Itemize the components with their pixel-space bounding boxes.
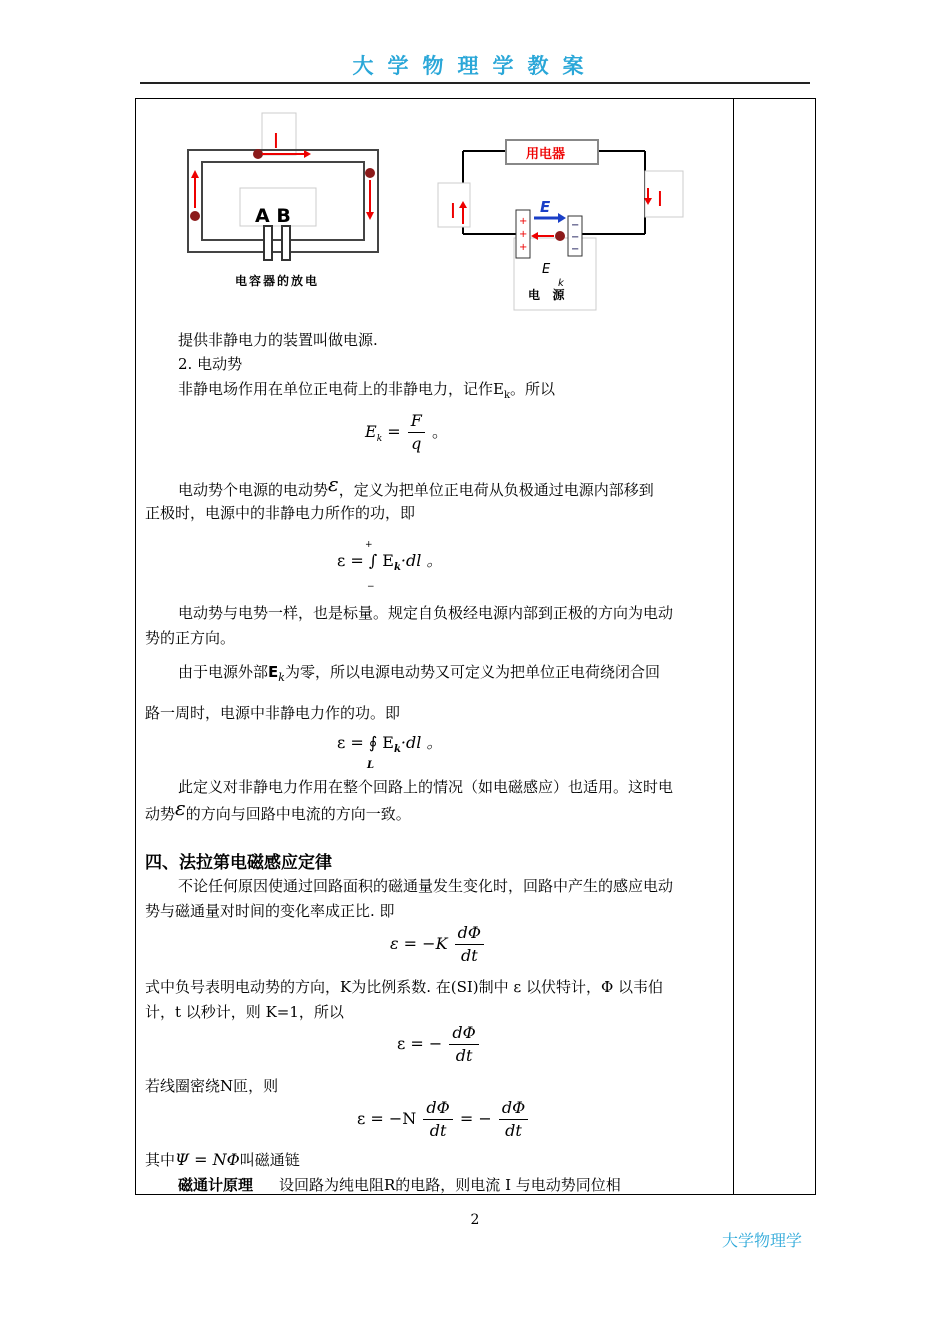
equation-faraday-k	[390, 922, 486, 967]
eq4-den: dt	[460, 946, 478, 965]
eq5-den: dt	[455, 1046, 473, 1065]
para-emf-scalar: 电动势与电势一样，也是标量。规定自负极经电源内部到正极的方向为电动	[178, 604, 674, 622]
p8-b: 为零，所以电源电动势又可定义为把单位正电荷绕闭合回	[284, 663, 660, 681]
fluxmeter-label: 磁通计原理	[178, 1176, 254, 1194]
p17-math: Ψ = NΦ	[175, 1150, 240, 1169]
eq2-lower-limit: −	[367, 582, 375, 592]
p8-e: E	[268, 663, 279, 681]
equation-faraday-si	[397, 1022, 481, 1067]
p8-a: 由于电源外部	[178, 663, 269, 681]
eq5-lhs: ε = −	[397, 1034, 443, 1053]
footer-text: 大学物理学	[722, 1231, 803, 1250]
para-loop-applicable: 此定义对非静电力作用在整个回路上的情况（如电磁感应）也适用。这时电	[178, 778, 674, 796]
para-emf-definition	[178, 472, 654, 500]
para-external-ek	[178, 662, 660, 688]
header-rule	[140, 82, 810, 84]
fig2-current-left: I	[450, 199, 456, 223]
fig2-device-label: 用电器	[526, 147, 566, 162]
para-emf-heading: 2. 电动势	[178, 355, 243, 373]
para-faraday-law: 不论任何原因使通过回路面积的磁通量发生变化时，回路中产生的感应电动	[178, 877, 674, 895]
p11-a: 动势	[145, 805, 176, 823]
eq2-text: ε = ∫ E	[337, 551, 394, 570]
fig2-field-label: E	[540, 198, 551, 216]
epsilon-symbol-2: ε	[175, 796, 186, 820]
eq1-end: 。	[431, 422, 448, 441]
para-faraday-law-cont: 势与磁通量对时间的变化率成正比. 即	[145, 902, 395, 920]
fig1-plate-label: A B	[255, 205, 291, 227]
equation-emf-loop	[337, 730, 443, 771]
para-sign-meaning-cont: 计，t 以秒计，则 K=1，所以	[145, 1003, 344, 1021]
equation-ek: $E_k$ = $\frac{F}{q}$ 。	[365, 411, 448, 453]
eq6-num1: dΦ	[423, 1097, 452, 1120]
p8-sub: k	[278, 671, 285, 684]
eq3-sub: k	[393, 744, 401, 756]
para-fluxmeter	[178, 1175, 621, 1195]
p11-b: 的方向与回路中电流的方向一致。	[185, 805, 411, 823]
eq3-rest: ·dl 。	[400, 733, 443, 752]
fig1-current-label: I	[273, 129, 279, 153]
p3-sub: k	[503, 390, 511, 401]
minus-sign-1: −	[571, 220, 580, 231]
p4-b: ，定义为把单位正电荷从负极通过电源内部移到	[338, 481, 654, 499]
p17-a: 其中	[145, 1151, 176, 1169]
eq1-sub: k	[376, 434, 383, 445]
page-number: 2	[470, 1212, 480, 1228]
fig2-ek-sub: k	[558, 278, 564, 289]
fig2-source-label: 电 源	[528, 288, 565, 302]
minus-sign-3: −	[571, 244, 580, 255]
frame-column-divider	[733, 98, 734, 1195]
para-nonstatic-force	[178, 379, 555, 406]
p3-a: 非静电场作用在单位正电荷上的非静电力，记作E	[178, 380, 504, 398]
p4-a: 电动势个电源的电动势	[178, 481, 329, 499]
eq3-text: ε = ∮ E	[337, 733, 394, 752]
eq6-den1: dt	[429, 1121, 447, 1140]
eq4-num: dΦ	[455, 922, 484, 945]
para-emf-scalar-cont: 势的正方向。	[145, 629, 236, 647]
eq6-mid: = −	[459, 1109, 492, 1128]
header-title: 大学物理学教案	[352, 54, 598, 78]
capacitor-discharge-figure	[180, 108, 385, 293]
para-sign-meaning: 式中负号表明电动势的方向，K为比例系数. 在(SI)制中 ε 以伏特计，Φ 以韦伯	[145, 978, 664, 996]
eq1-lhs: E	[365, 422, 377, 441]
eq5-num: dΦ	[449, 1022, 478, 1045]
equation-emf-integral	[337, 540, 443, 592]
epsilon-symbol-1: ε	[328, 472, 339, 496]
eq1-num: F	[408, 410, 425, 433]
fig1-caption: 电容器的放电	[235, 274, 320, 288]
eq2-sub: k	[393, 562, 401, 574]
para-n-turns: 若线圈密绕N匝，则	[145, 1077, 279, 1095]
plus-sign-3: +	[519, 242, 528, 253]
eq1-den: q	[411, 434, 422, 453]
eq6-lhs: ε = −N	[357, 1109, 417, 1128]
eq4-lhs: ε = −K	[390, 934, 448, 953]
minus-sign-2: −	[571, 232, 580, 243]
para-loop-direction	[145, 796, 411, 824]
fig2-current-right: I	[657, 187, 663, 211]
para-external-ek-cont: 路一周时，电源中非静电力作的功。即	[145, 704, 401, 722]
para-flux-linkage	[145, 1150, 300, 1170]
eq2-upper-limit: +	[365, 540, 373, 550]
eq2-rest: ·dl 。	[400, 551, 443, 570]
eq6-num2: dΦ	[499, 1097, 528, 1120]
para-power-source-def: 提供非静电力的装置叫做电源.	[178, 331, 378, 349]
plus-sign-2: +	[519, 229, 528, 240]
equation-n-turns	[357, 1097, 530, 1142]
p17-b: 叫磁通链	[239, 1151, 300, 1169]
eq3-lower-limit: L	[367, 760, 375, 771]
power-source-figure	[430, 128, 685, 313]
eq6-den2: dt	[505, 1121, 522, 1140]
p3-b: 。所以	[510, 380, 556, 398]
p18: 设回路为纯电阻R的电路，则电流 I 与电动势同位相	[279, 1176, 621, 1194]
para-emf-definition-cont: 正极时，电源中的非静电力所作的功，即	[145, 504, 416, 522]
section-heading-faraday: 四、法拉第电磁感应定律	[145, 853, 332, 873]
fig2-ek-label: E	[542, 262, 551, 277]
plus-sign-1: +	[519, 216, 528, 227]
